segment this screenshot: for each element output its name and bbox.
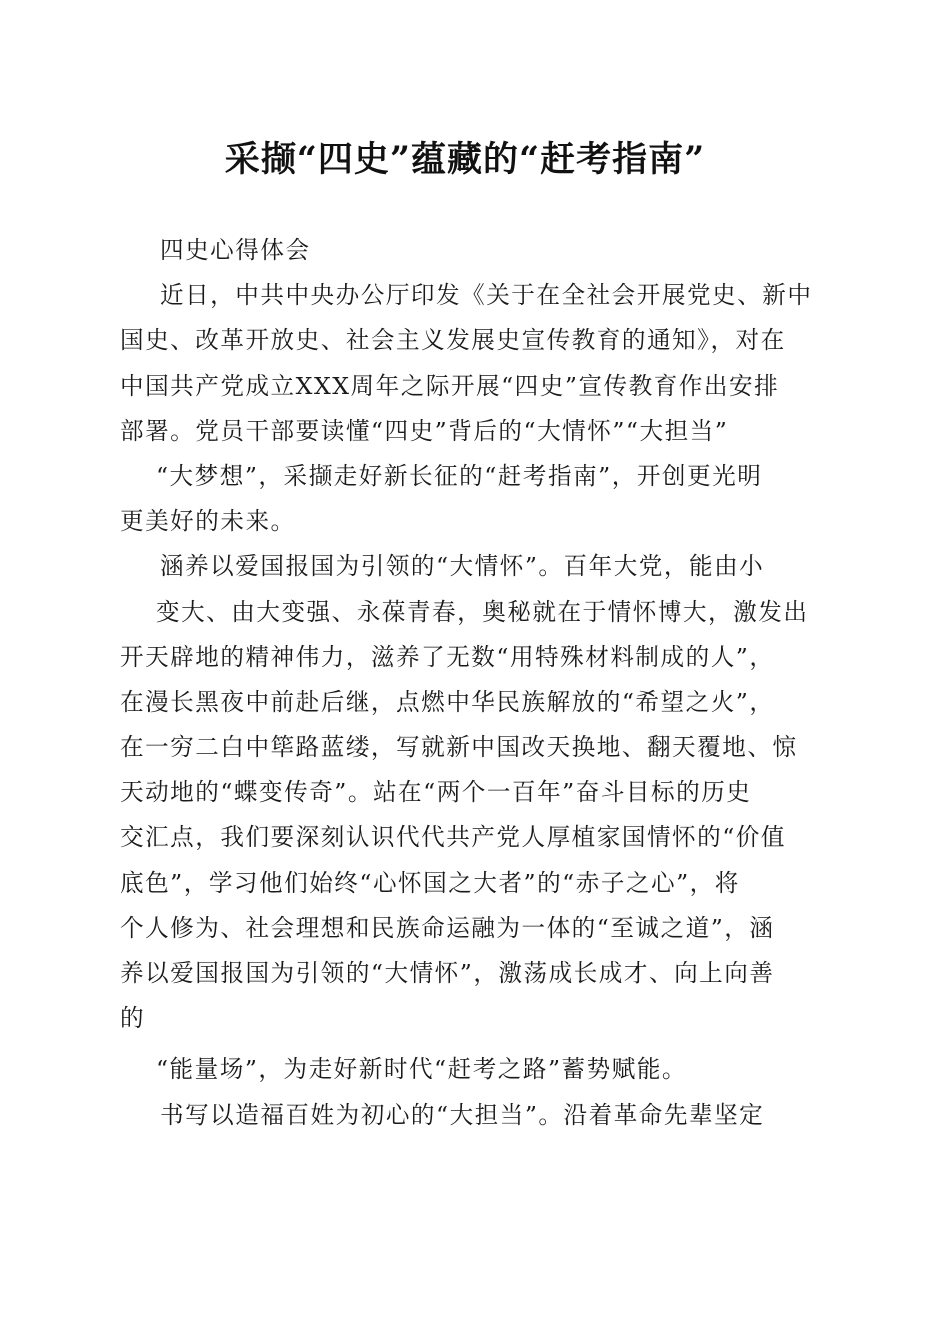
paragraph-line: 中国共产党成立XXX周年之际开展“四史”宣传教育作出安排 (120, 371, 780, 400)
paragraph-line: 养以爱国报国为引领的“大情怀”，激荡成长成才、向上向善 (120, 959, 775, 987)
paragraph-line: 更美好的未来。 (120, 507, 296, 536)
paragraph-line: 个人修为、社会理想和民族命运融为一体的“至诚之道”，涵 (120, 913, 775, 942)
paragraph-line: 的 (120, 1004, 146, 1033)
paragraph-line: 书写以造福百姓为初心的“大担当”。沿着革命先辈坚定 (160, 1100, 765, 1129)
paragraph-line: 底色”，学习他们始终“心怀国之大者”的“赤子之心”，将 (120, 868, 740, 897)
paragraph-line: 天动地的“蝶变传奇”。站在“两个一百年”奋斗目标的历史 (120, 778, 752, 807)
paragraph-line: 在一穷二白中筚路蓝缕，写就新中国改天换地、翻天覆地、惊 (120, 733, 798, 762)
document-body (120, 228, 826, 1138)
paragraph-line: 在漫长黑夜中前赴后继，点燃中华民族解放的“希望之火”， (120, 687, 775, 716)
paragraph-line: 开天辟地的精神伟力，滋养了无数“用特殊材料制成的人”， (120, 642, 775, 671)
subtitle-line: 四史心得体会 (160, 236, 311, 264)
paragraph-line: 涵养以爱国报国为引领的“大情怀”。百年大党，能由小 (160, 552, 765, 581)
paragraph-line: “能量场”，为走好新时代“赶考之路”蓄势赋能。 (156, 1055, 688, 1084)
paragraph-line: 部署。党员干部要读懂“四史”背后的“大情怀”“大担当” (120, 416, 729, 445)
paragraph-line: 变大、由大变强、永葆青春，奥秘就在于情怀博大，激发出 (156, 597, 809, 626)
document-title: 采撷“四史”蕴藏的“赶考指南” (224, 139, 706, 180)
paragraph-line: 近日，中共中央办公厅印发《关于在全社会开展党史、新中 (160, 281, 813, 310)
paragraph-line: “大梦想”，采撷走好新长征的“赶考指南”，开创更光明 (156, 461, 763, 490)
paragraph-line: 国史、改革开放史、社会主义发展史宣传教育的通知》，对在 (120, 326, 786, 355)
paragraph-line: 交汇点，我们要深刻认识代代共产党人厚植家国情怀的“价值 (120, 823, 786, 852)
